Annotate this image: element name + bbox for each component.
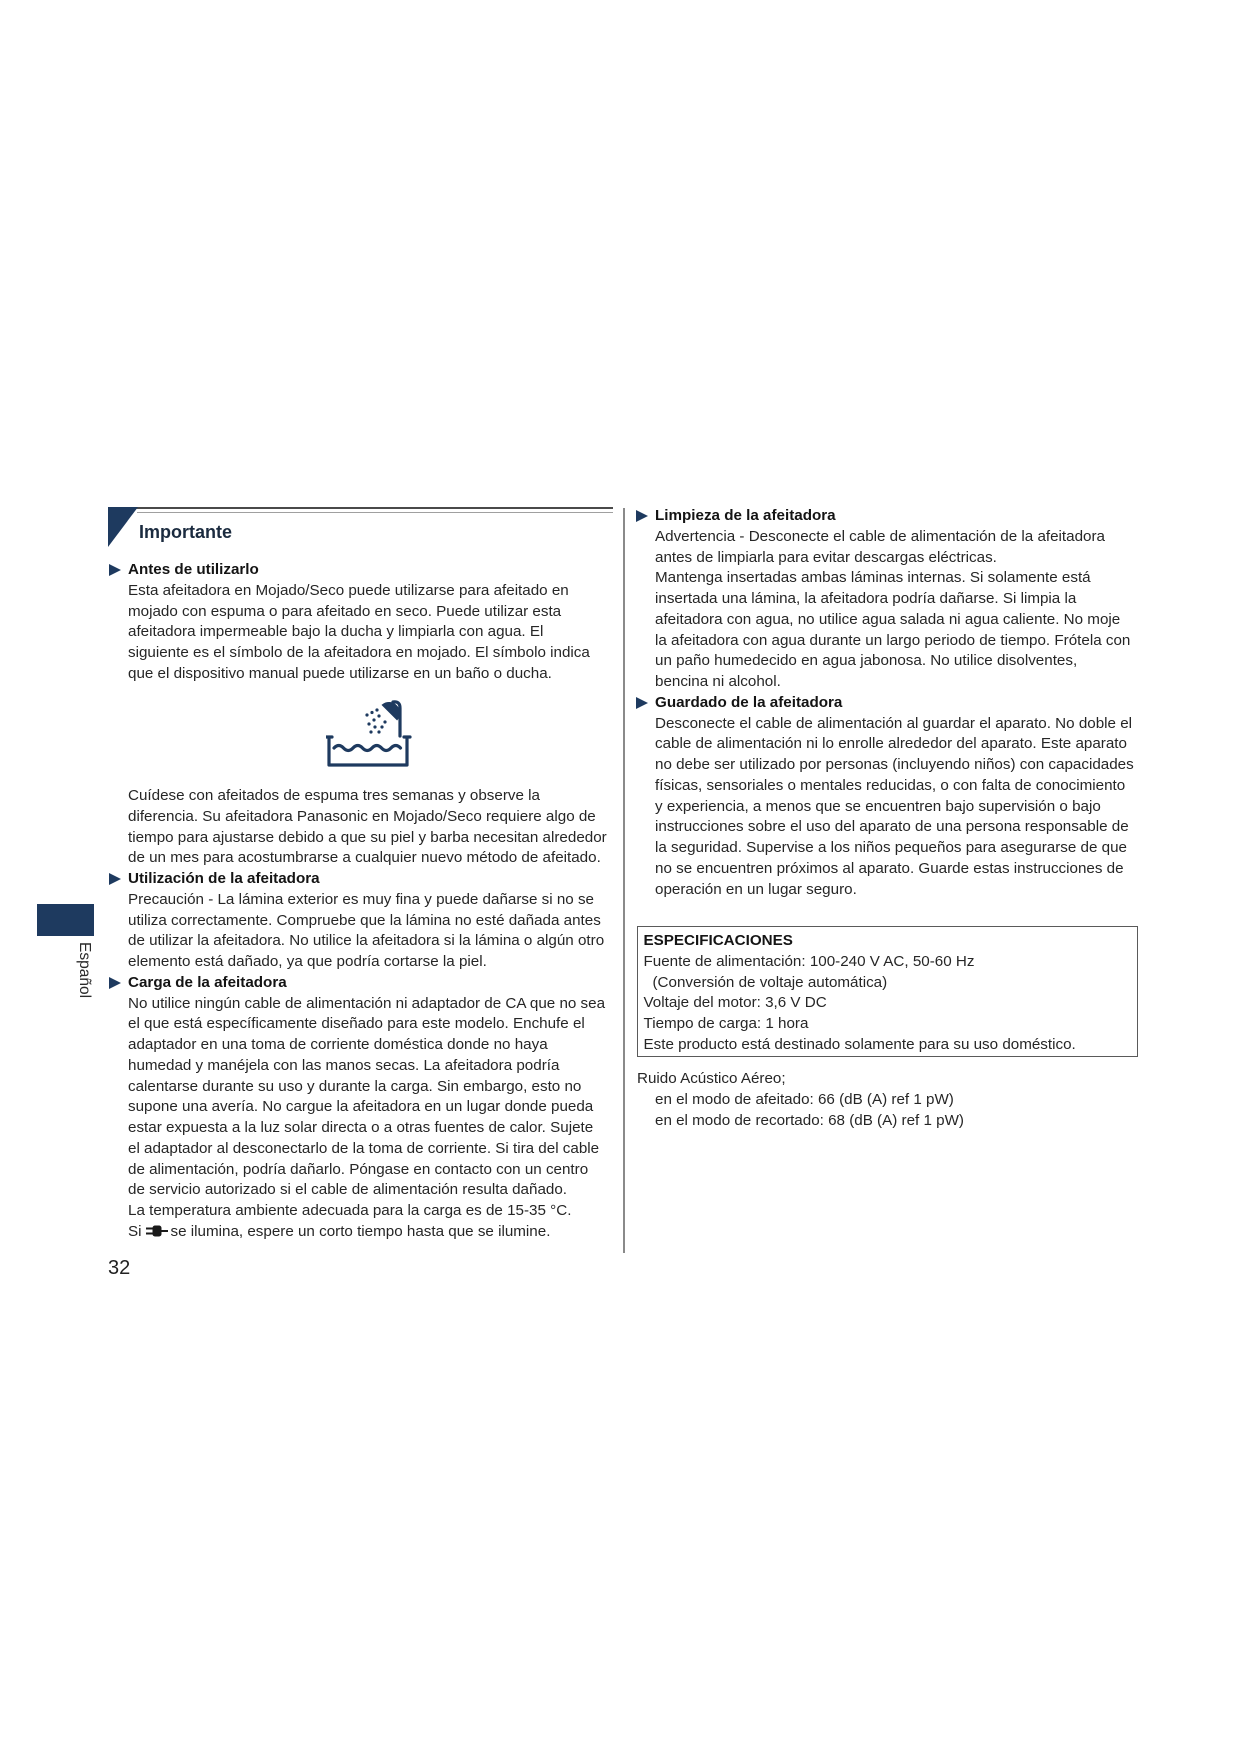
body-line: instrucciones sobre el uso del aparato de una persona responsable de [655, 818, 1129, 836]
line-text-after: se ilumina, espere un corto tiempo hasta que se ilumine. [170, 1222, 551, 1240]
body-line: de utilizar la afeitadora. No utilice la afeitadora si la lámina o algún otro [128, 932, 605, 950]
body-line: el adaptador al desconectarlo de la toma de corriente. Si tira del cable [128, 1139, 600, 1157]
bullet-triangle-icon [109, 977, 121, 989]
body-line: utiliza correctamente. Compruebe que la lámina no esté dañada antes [128, 911, 601, 929]
heading-text: Guardado de la afeitadora [655, 693, 843, 711]
section-heading [655, 693, 1134, 714]
section-antes [128, 560, 590, 685]
body-line: la seguridad. Supervise a los niños pequeños para asegurarse de que [655, 839, 1127, 856]
body-line: elemento está dañado, ya que podría cortarse la piel. [128, 953, 487, 970]
section-right [655, 506, 1134, 900]
heading-text: Carga de la afeitadora [128, 973, 287, 991]
body-line: no se encuentren próximos al aparato. Guarde estas instrucciones de [655, 859, 1124, 877]
body-line: Desconecte el cable de alimentación al guardar el aparato. No doble el [655, 714, 1133, 732]
body-line: de servicio autorizado si el cable de alimentación resulta dañado. [128, 1181, 568, 1199]
specifications-box [637, 926, 1138, 1057]
section-heading [128, 869, 607, 890]
body-line: el que está específicamente diseñado para este modelo. Enchufe el [128, 1015, 585, 1033]
body-line: de alimentación, podría dañarlo. Póngase en contacto con un centro [128, 1160, 589, 1178]
body-line: Esta afeitadora en Mojado/Seco puede utilizarse para afeitado en [128, 581, 569, 599]
body-line: No utilice ningún cable de alimentación ni adaptador de CA que no sea [128, 994, 606, 1012]
spec-note: Este producto está destinado solamente para su uso doméstico. [643, 1035, 1076, 1053]
body-line: de un mes para acostumbrarse a cualquier nuevo método de afeitado. [128, 849, 601, 867]
body-line: estar expuesta a la luz solar directa o a otras fuentes de calor. Sujete [128, 1119, 594, 1136]
body-line: Cuídese con afeitados de espuma tres semanas y observe la [128, 787, 540, 804]
specifications-title: ESPECIFICACIONES [643, 932, 793, 949]
body-line: que el dispositivo manual puede utilizarse en un baño o ducha. [128, 664, 552, 682]
section-heading [128, 973, 607, 994]
noise-title: Ruido Acústico Aéreo; [637, 1070, 786, 1087]
bullet-triangle-icon [109, 873, 121, 885]
header-corner-triangle-icon [108, 507, 139, 548]
body-line: bencina ni alcohol. [655, 673, 781, 690]
page-number: 32 [108, 1257, 131, 1279]
body-line: Mantenga insertadas ambas láminas internas. Si solamente está [655, 569, 1091, 587]
body-line: tiempo para ajustarse debido a que su piel y barba necesitan alrededor [128, 828, 607, 846]
header-top-rule [108, 507, 613, 509]
body-line: físicas, sensoriales o mentales reducidas, o con falta de conocimiento [655, 776, 1126, 794]
body-line: Advertencia - Desconecte el cable de alimentación de la afeitadora [655, 527, 1105, 545]
section-left-continued [128, 786, 607, 1243]
language-tab-label: Español [76, 942, 93, 999]
body-line: supone una avería. No cargue la afeitadora en un lugar donde pueda [128, 1098, 594, 1116]
body-line: la afeitadora con agua durante un largo periodo de tiempo. Frótela con [655, 631, 1131, 649]
bullet-triangle-icon [636, 510, 648, 522]
language-tab-marker [37, 904, 94, 936]
spec-power: Fuente de alimentación: 100-240 V AC, 50-60 Hz [643, 952, 975, 970]
body-line: cable de alimentación ni lo enrolle alrededor del aparato. Este aparato [655, 735, 1127, 753]
line-text-before: Si [128, 1222, 142, 1240]
body-line: un paño humedecido en agua jabonosa. No utilice disolventes, [655, 652, 1078, 670]
body-line: calentarse durante su uso y durante la carga. Sin embargo, esto no [128, 1077, 582, 1095]
body-line: insertada una lámina, la afeitadora podría dañarse. Si limpia la [655, 590, 1077, 607]
section-title-importante: Importante [139, 522, 233, 542]
plug-icon [146, 1225, 168, 1237]
section-heading [655, 506, 1134, 527]
bullet-triangle-icon [636, 697, 648, 709]
header-second-rule [137, 512, 613, 513]
body-line: mojado con espuma o para afeitado en seco. Puede utilizar esta [128, 602, 562, 620]
body-line: humedad y manéjela con las manos secas. La afeitadora podría [128, 1056, 560, 1074]
noise-section [637, 1069, 964, 1131]
bullet-triangle-icon [109, 564, 121, 576]
body-line: diferencia. Su afeitadora Panasonic en Mojado/Seco requiere algo de [128, 807, 596, 825]
heading-text: Utilización de la afeitadora [128, 870, 320, 887]
body-line: afeitadora con agua, no utilice agua salada ni agua caliente. No moje [655, 610, 1121, 628]
section-heading [128, 560, 590, 581]
body-line: y experiencia, a menos que se encuentren bajo supervisión o bajo [655, 797, 1101, 815]
spec-conversion: (Conversión de voltaje automática) [652, 973, 888, 991]
body-line: operación en un lugar seguro. [655, 880, 857, 898]
spec-charge-time: Tiempo de carga: 1 hora [643, 1015, 809, 1032]
noise-line: en el modo de afeitado: 66 (dB (A) ref 1 pW) [655, 1090, 954, 1108]
body-line: La temperatura ambiente adecuada para la carga es de 15-35 °C. [128, 1202, 572, 1219]
body-line: adaptador en una toma de corriente doméstica donde no haya [128, 1036, 548, 1053]
heading-text: Limpieza de la afeitadora [655, 507, 836, 524]
column-divider [623, 508, 625, 1253]
body-line-with-icon [128, 1222, 607, 1243]
body-line: no debe ser utilizado por personas (incluyendo niños) con capacidades [655, 756, 1134, 773]
body-line: Precaución - La lámina exterior es muy fina y puede dañarse si no se [128, 890, 594, 908]
body-line: siguiente es el símbolo de la afeitadora en mojado. El símbolo indica [128, 644, 590, 661]
noise-line: en el modo de recortado: 68 (dB (A) ref 1 pW) [655, 1111, 964, 1129]
shower-bath-icon [326, 697, 412, 769]
body-line: afeitadora impermeable bajo la ducha y limpiarla con agua. El [128, 623, 544, 641]
body-line: antes de limpiarla para evitar descargas eléctricas. [655, 548, 997, 566]
spec-motor-voltage: Voltaje del motor: 3,6 V DC [643, 994, 827, 1012]
heading-text: Antes de utilizarlo [128, 561, 259, 578]
